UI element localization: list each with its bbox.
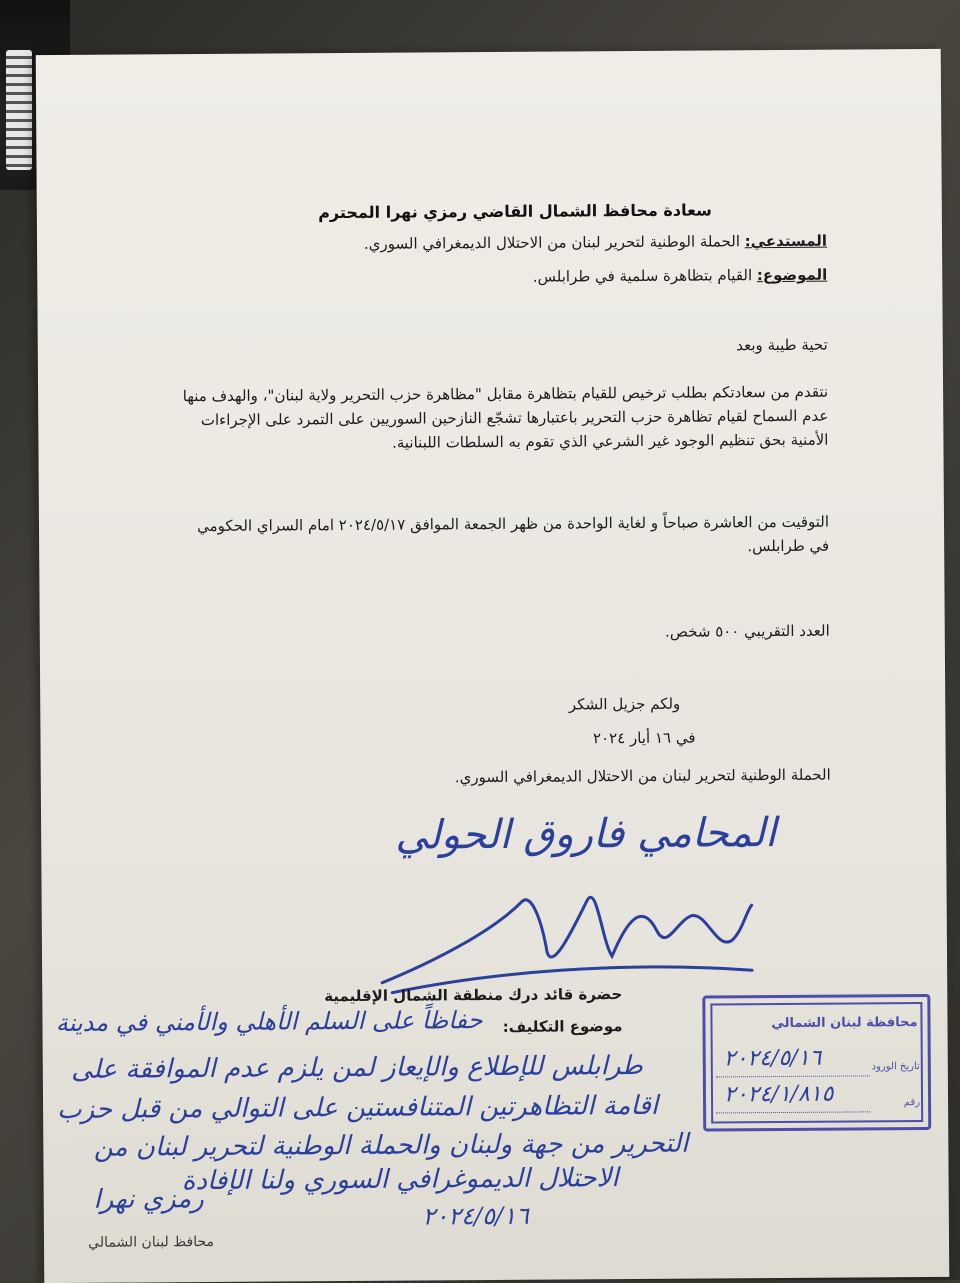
timing-line: التوقيت من العاشرة صباحاً و لغاية الواحدة من ظهر الجمعة الموافق ٢٠٢٤/٥/١٧ امام السراي الحكومي xyxy=(197,512,830,536)
official-stamp xyxy=(702,994,931,1132)
body-line: نتقدم من سعادتكم بطلب ترخيص للقيام بتظاهرة مقابل "مظاهرة حزب التحرير ولاية لبنان"، والهدف منها xyxy=(182,382,829,406)
handwritten-line: اقامة التظاهرتين المتنافستين على التوالي من قبل حزب xyxy=(57,1090,659,1126)
stamp-number-label: رقم xyxy=(903,1097,921,1109)
handwritten-line: الاحتلال الديموغرافي السوري ولنا الإفادة xyxy=(181,1163,619,1197)
governor-footer: محافظ لبنان الشمالي xyxy=(88,1233,215,1251)
signature-scribble xyxy=(371,860,762,1003)
document-paper xyxy=(36,49,950,1283)
handwritten-line: طرابلس للإطلاع والإيعاز لمن يلزم عدم الموافقة على xyxy=(71,1050,643,1085)
stamp-title: محافظة لبنان الشمالي xyxy=(771,1015,918,1032)
stamp-date-value: ٢٠٢٤/٥/١٦ xyxy=(723,1045,822,1072)
timing-line: في طرابلس. xyxy=(747,536,830,556)
thanks-line: ولكم جزيل الشكر xyxy=(568,694,681,714)
addressee-heading: سعادة محافظ الشمال القاضي رمزي نهرا المحترم xyxy=(318,200,712,223)
body-paragraph xyxy=(48,380,828,457)
document-date: في ١٦ أيار ٢٠٢٤ xyxy=(592,728,696,748)
handwritten-line: حفاظاً على السلم الأهلي والأمني في مدينة xyxy=(55,1006,483,1038)
body-line: عدم السماح لقيام تظاهرة حزب التحرير باعتبارها تشجّع النازحين السوريين على التمرد على الإجراءات xyxy=(200,406,829,430)
handwritten-date: ٢٠٢٤/٥/١٦ xyxy=(422,1201,529,1231)
approximate-count: العدد التقريبي ٥٠٠ شخص. xyxy=(664,621,830,641)
signatory-line: الحملة الوطنية لتحرير لبنان من الاحتلال الديمغرافي السوري. xyxy=(454,765,831,787)
handwritten-line: التحرير من جهة ولبنان والحملة الوطنية لتحرير لبنان من xyxy=(93,1128,689,1163)
governor-handwritten-signature: رمزي نهرا xyxy=(93,1184,204,1215)
subject-label: الموضوع: xyxy=(756,265,828,285)
barcode-strip xyxy=(6,50,32,170)
task-label: موضوع التكليف: xyxy=(502,1017,623,1036)
applicant-label: المستدعي: xyxy=(744,231,828,251)
applicant-line xyxy=(364,232,827,253)
subject-line xyxy=(533,266,828,286)
timing-paragraph xyxy=(49,510,829,563)
applicant-value: الحملة الوطنية لتحرير لبنان من الاحتلال الديمغرافي السوري. xyxy=(363,232,745,253)
stamp-date-label: تاريخ الورود xyxy=(871,1061,920,1073)
stamp-number-value: ٢٠٢٤/١/٨١٥ xyxy=(723,1081,834,1108)
subject-value: القيام بتظاهرة سلمية في طرابلس. xyxy=(532,266,757,286)
greeting: تحية طيبة وبعد xyxy=(736,335,828,355)
handwritten-name: المحامي فاروق الحولي xyxy=(395,810,777,859)
endorsement-recipient: حضرة قائد درك منطقة الشمال الإقليمية xyxy=(324,985,623,1006)
body-line: الأمنية بحق تنظيم الوجود غير الشرعي الذي تقوم به السلطات اللبنانية. xyxy=(391,430,829,452)
